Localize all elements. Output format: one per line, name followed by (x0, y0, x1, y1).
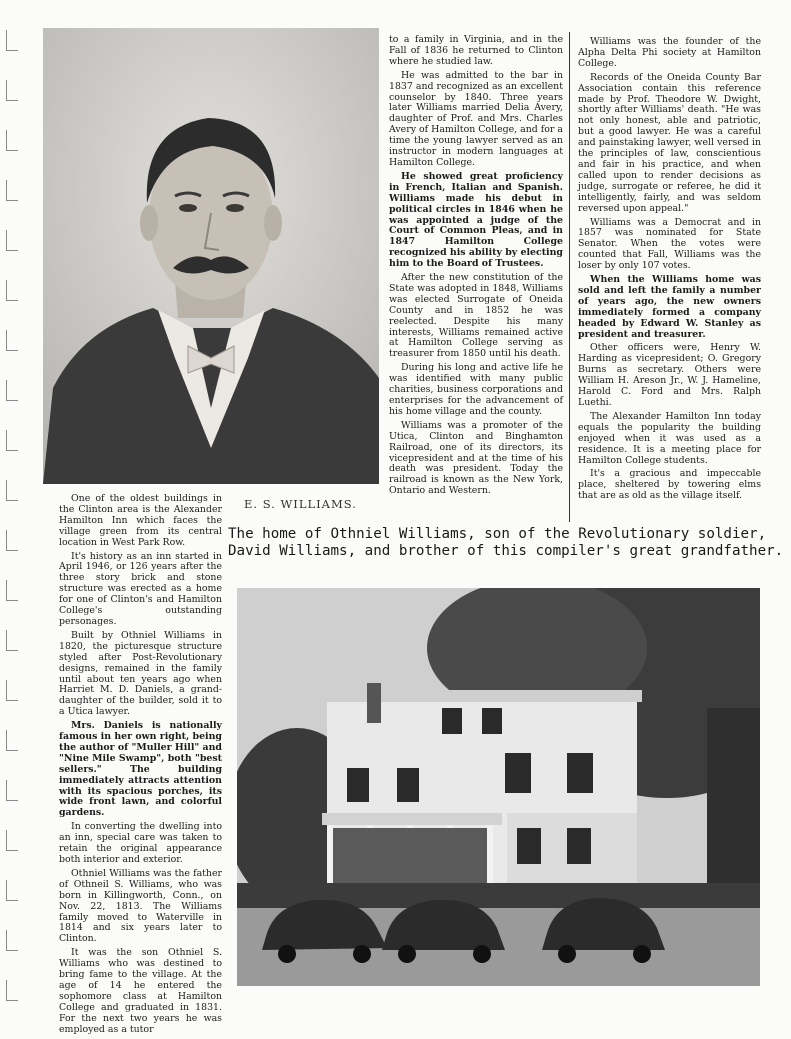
binder-hole (6, 480, 18, 501)
article-paragraph: In converting the dwelling into an inn, special care was taken to retain the original appearance both interior and exterior. (59, 821, 222, 865)
article-paragraph: Williams was a promoter of the Utica, Clinton and Binghamton Railroad, one of its directors, its vicepresident and at the time of his death was president. Today the railroad is known as the New York, Ontario and Western. (389, 419, 563, 497)
binder-margin (0, 0, 34, 1023)
article-paragraph: The Alexander Hamilton Inn today equals the popularity the building enjoyed when it was used as a residence. It is a meeting place for Hamilton College students. (578, 410, 761, 466)
binder-hole (6, 180, 18, 201)
article-paragraph: Othniel Williams was the father of Othneil S. Williams, who was born in Killingworth, Conn., on Nov. 22, 1813. The Williams family moved to Waterville in 1814 and six years later to Clinton. (59, 867, 222, 945)
portrait-photo (43, 28, 379, 484)
binder-hole (6, 230, 18, 251)
portrait-caption: E. S. WILLIAMS. (244, 497, 357, 511)
binder-hole (6, 30, 18, 51)
article-paragraph: One of the oldest buildings in the Clinton area is the Alexander Hamilton Inn which faces the village green from its central location in West Park Row. (59, 493, 222, 548)
column-rule (569, 32, 570, 522)
house-caption: The home of Othniel Williams, son of the Revolutionary soldier, David Williams, and brother of this compiler's great grandfather. (228, 526, 784, 559)
binder-hole (6, 880, 18, 901)
article-paragraph: After the new constitution of the State was adopted in 1848, Williams was elected Surrogate of Oneida County and in 1852 he was reelected. Despite his many interests, Williams remained active at Hamilton College serving as treasurer from 1850 until his death. (389, 272, 563, 360)
binder-hole (6, 280, 18, 301)
binder-hole (6, 930, 18, 951)
house-photo (237, 588, 760, 986)
binder-hole (6, 330, 18, 351)
right-text-column (578, 37, 761, 505)
binder-hole (6, 80, 18, 101)
article-paragraph: When the Williams home was sold and left the family a number of years ago, the new owners immediately formed a company headed by Edward W. Stanley as president and treasurer. (578, 274, 761, 340)
binder-hole (6, 580, 18, 601)
article-paragraph: Williams was the founder of the Alpha Delta Phi society at Hamilton College. (578, 36, 761, 69)
article-paragraph: Other officers were, Henry W. Harding as vicepresident; O. Gregory Burns as secretary. Others were William H. Areson Jr., W. J. Hameline, Harold C. Ford and Mrs. Ralph Luethi. (578, 342, 761, 408)
article-paragraph: It's history as an inn started in April 1946, or 126 years after the three story brick and stone structure was erected as a home for one of Clinton's and Hamilton College's outstanding personages. (59, 550, 222, 627)
binder-hole (6, 130, 18, 151)
binder-hole (6, 380, 18, 401)
binder-hole (6, 630, 18, 651)
binder-hole (6, 430, 18, 451)
article-paragraph: He was admitted to the bar in 1837 and recognized as an excellent counselor by 1840. Three years later Williams married Delia Avery, daughter of Prof. and Mrs. Charles Avery of Hamilton College, and for a time the young lawyer served as an instructor in modern languages at Hamilton College. (389, 69, 563, 168)
article-paragraph: He showed great proficiency in French, Italian and Spanish. Williams made his debut in political circles in 1846 when he was appointed a judge of the Court of Common Pleas, and in 1847 Hamilton College recognized his ability by electing him to the Board of Trustees. (389, 170, 563, 270)
binder-hole (6, 730, 18, 751)
middle-text-column (389, 35, 563, 500)
binder-hole (6, 980, 18, 1001)
article-paragraph: Records of the Oneida County Bar Association contain this reference made by Prof. Theodore W. Dwight, shortly after Williams' death. "He was not only honest, able and patriotic, but a good lawyer. He was a careful and painstaking lawyer, well versed in the principles of law, conscientious and fair in his practice, and when called upon to render decisions as judge, surrogate or referee, he did it intelligently, fairly, and was seldom reversed upon appeal." (578, 71, 761, 214)
left-text-column (59, 494, 222, 1039)
binder-hole (6, 830, 18, 851)
article-paragraph: Mrs. Daniels is nationally famous in her own right, being the author of "Muller Hill" and "Nine Mile Swamp", both "best sellers." The building immediately attracts attention with its spacious porches, its wide front lawn, and colorful gardens. (59, 720, 222, 819)
binder-hole (6, 530, 18, 551)
article-paragraph: to a family in Virginia, and in the Fall of 1836 he returned to Clinton where he studied law. (389, 34, 563, 67)
binder-hole (6, 780, 18, 801)
article-paragraph: Williams was a Democrat and in 1857 was nominated for State Senator. When the votes were counted that Fall, Williams was the loser by only 107 votes. (578, 216, 761, 272)
article-paragraph: During his long and active life he was identified with many public charities, business corporations and enterprises for the advancement of his home village and the county. (389, 362, 563, 417)
article-paragraph: It was the son Othniel S. Williams who was destined to bring fame to the village. At the age of 14 he entered the sophomore class at Hamilton College and graduated in 1831. For the next two years he was employed as a tutor (59, 947, 222, 1035)
binder-hole (6, 680, 18, 701)
article-paragraph: Built by Othniel Williams in 1820, the picturesque structure styled after Post-Revolutionary designs, remained in the family until about ten years ago when Harriet M. D. Daniels, a grand-daughter of the builder, sold it to a Utica lawyer. (59, 629, 222, 718)
article-paragraph: It's a gracious and impeccable place, sheltered by towering elms that are as old as the village itself. (578, 468, 761, 502)
